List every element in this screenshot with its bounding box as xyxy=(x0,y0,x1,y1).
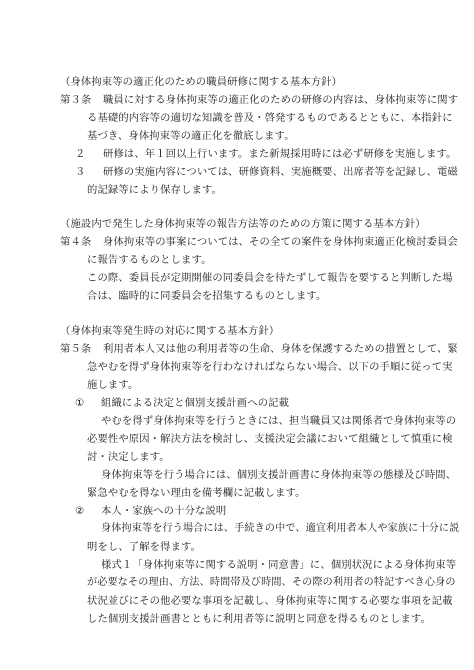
item-title: 本人・家族への十分な説明 xyxy=(101,505,227,517)
article-number: 第５条 xyxy=(60,343,92,355)
article-text-line: 急やむを得ず身体拘束等を行わなければならない場合、以下の手順に従って実 xyxy=(87,361,453,373)
article-number: 第３条 xyxy=(60,94,92,106)
article-text-line: 施します。 xyxy=(87,379,139,391)
item-marker: ② xyxy=(75,505,85,517)
paragraph-text-line: 研修の実施内容については、研修資料、実施概要、出席者等を記録し、電磁 xyxy=(103,166,458,178)
item-text-line: 身体拘束等を行う場合には、手続きの中で、適宜利用者本人や家族に十分に説 xyxy=(101,523,460,534)
item-text-line: 身体拘束等を行う場合には、個別支援計画書に身体拘束等の態様及び時間、 xyxy=(101,469,457,481)
item-text-line: が必要なその理由、方法、時間帯及び時間、その際の利用者の特記すべき心身の xyxy=(87,577,456,588)
paragraph-text-line: 的記録等により保存します。 xyxy=(87,184,222,196)
item-text-line: 緊急やむを得ない理由を備考欄に記載します。 xyxy=(87,487,306,499)
article-text-line: この際、委員長が定期開催の同委員会を待たずして報告を要すると判断した場 xyxy=(87,272,453,284)
section-heading-incident-reporting: （施設内で発生した身体拘束等の報告方法等のための方策に関する基本方針） xyxy=(60,218,426,230)
item-text-line: した個別支援計画書とともに利用者等に説明と同意を得るものとします。 xyxy=(87,613,431,625)
section-heading-staff-training: （身体拘束等の適正化のための職員研修に関する基本方針） xyxy=(60,76,343,88)
article-text-line: 基づき、身体拘束等の適正化を徹底します。 xyxy=(87,130,295,142)
item-title: 組織による決定と個別支援計画への記載 xyxy=(101,397,290,409)
paragraph-text-line: 研修は、年１回以上行います。また新規採用時には必ず研修を実施します。 xyxy=(103,148,457,160)
article-text-line: 職員に対する身体拘束等の適正化のための研修の内容は、身体拘束等に関す xyxy=(103,94,459,106)
item-text-line: 明をし、了解を得ます。 xyxy=(87,541,202,553)
article-text-line: 利用者本人又は他の利用者等の生命、身体を保護するための措置として、緊 xyxy=(103,343,458,355)
section-heading-restraint-response: （身体拘束等発生時の対応に関する基本方針） xyxy=(60,325,280,337)
item-text-line: 様式１「身体拘束等に関する説明・同意書」に、個別状況による身体拘束等 xyxy=(101,559,457,571)
item-text-line: 討・決定します。 xyxy=(87,451,170,463)
article-text-line: 合は、臨時的に同委員会を招集するものとします。 xyxy=(87,290,327,302)
paragraph-number: ３ xyxy=(75,166,86,178)
item-marker: ① xyxy=(75,397,85,409)
item-text-line: 状況並びにその他必要な事項を記載し、身体拘束等に関する必要な事項を記載 xyxy=(87,595,453,607)
article-text-line: に報告するものとします。 xyxy=(87,254,212,266)
article-text-line: 身体拘束等の事案については、その全ての案件を身体拘束適正化検討委員会 xyxy=(103,236,458,248)
paragraph-number: ２ xyxy=(75,148,86,160)
article-number: 第４条 xyxy=(60,236,92,248)
item-text-line: 必要性や原因・解決方法を検討し、支援決定会議において組織として慎重に検 xyxy=(87,433,453,445)
item-text-line: やむを得ず身体拘束等を行うときには、担当職員又は関係者で身体拘束等の xyxy=(101,415,457,427)
article-text-line: る基礎的内容等の適切な知識を普及・啓発するものであるとともに、本指針に xyxy=(87,112,453,124)
